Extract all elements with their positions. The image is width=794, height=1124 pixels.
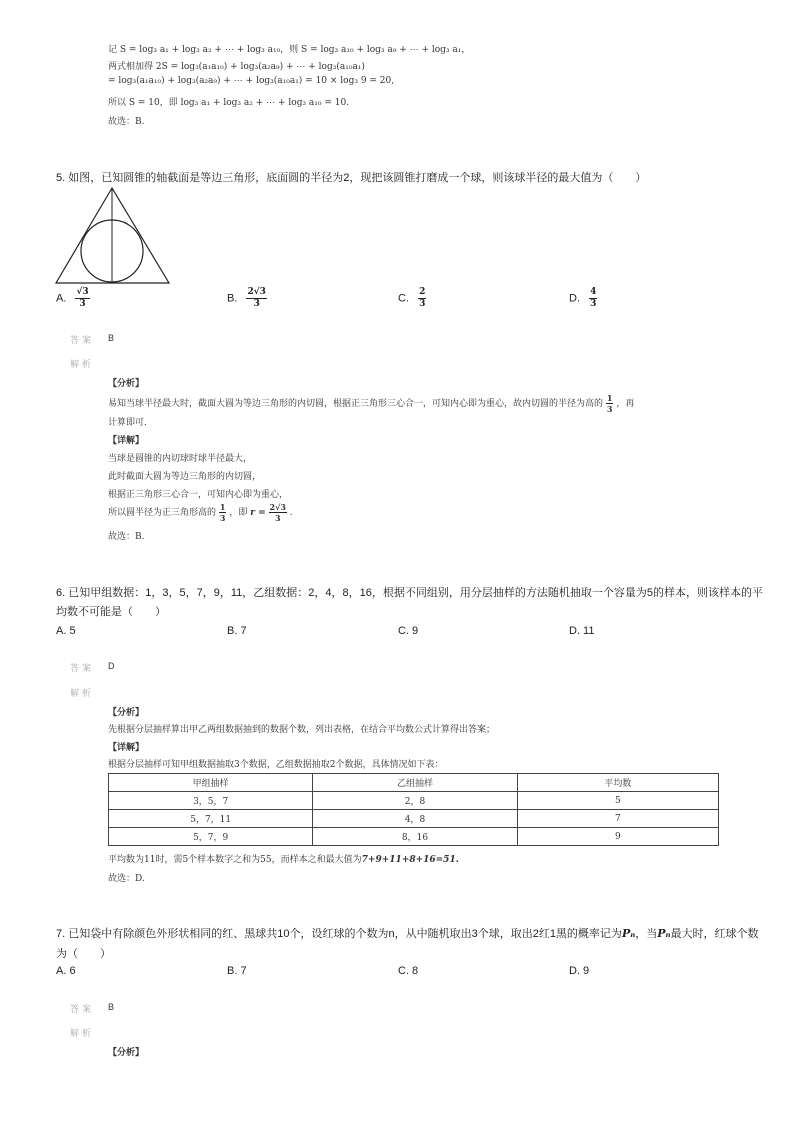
q5-option-b-value (246, 288, 266, 309)
q7-option-d[interactable]: D. 9 (569, 965, 590, 977)
q5-answer-label: 答案 (70, 335, 95, 345)
q5-fenxi-frac-num: 1 (606, 393, 613, 403)
table-cell: 9 (517, 828, 718, 846)
q5-option-d-den: 3 (590, 299, 597, 309)
q5-option-c-value (418, 288, 426, 309)
q5-option-b[interactable] (227, 288, 267, 309)
q5-option-d-value (589, 288, 597, 309)
q5-option-d[interactable] (569, 288, 597, 309)
sol4-line-1: 记 S = log₃ a₁ + log₃ a₂ + ⋯ + log₃ a₁₀，则 S = log₃ a₁₀ + log₃ a₉ + ⋯ + log₃ a₁， (108, 45, 471, 55)
q5-option-b-num: 2√3 (247, 287, 266, 297)
q5-x4-r-den: 3 (274, 513, 281, 523)
q5-xiangjie-title: 【详解】 (108, 436, 145, 446)
q7-stem-pn: Pₙ (621, 927, 636, 940)
q5-fenxi-title: 【分析】 (108, 379, 145, 389)
q7-stem-line-2: 为（ ） (56, 948, 111, 960)
q5-x4-frac-den: 3 (219, 513, 226, 523)
q5-x4-r-num: 2√3 (269, 502, 286, 512)
q6-option-d[interactable]: D. 11 (569, 625, 595, 637)
sol4-line-5: 故选：B. (108, 117, 145, 127)
table-header-cell: 甲组抽样 (109, 774, 313, 792)
table-cell: 4，8 (313, 810, 517, 828)
q5-fenxi-frac-den: 3 (606, 404, 613, 414)
table-header-row (109, 774, 719, 792)
q5-option-b-label: B. (227, 292, 238, 305)
q5-x4-end: . (289, 508, 293, 518)
q6-answer-label: 答案 (70, 663, 95, 673)
table-cell: 7 (517, 810, 718, 828)
q5-option-d-num: 4 (590, 287, 597, 297)
q6-xiangjie-line-3: 故选：D. (108, 874, 145, 884)
table-cell: 5 (517, 792, 718, 810)
q5-xiangjie-line-1: 当球是圆锥的内切球时球半径最大， (108, 454, 253, 464)
q7-fenxi-title: 【分析】 (108, 1048, 145, 1058)
q6-stem-line-2: 均数不可能是（ ） (56, 606, 166, 618)
q6-option-b[interactable]: B. 7 (227, 625, 247, 637)
q6-xiangjie-line-1: 根据分层抽样可知甲组数据抽取3个数据，乙组数据抽取2个数据，具体情况如下表： (108, 760, 444, 770)
q7-option-b[interactable]: B. 7 (227, 965, 247, 977)
table-cell: 5，7，9 (109, 828, 313, 846)
q5-option-a-label: A. (56, 292, 67, 305)
q6-stem-line-1: 6. 已知甲组数据：1，3，5，7，9，11，乙组数据：2，4，8，16，根据不同组别，用分层抽样的方法随机抽取一个容量为5的样本，则该样本的平 (56, 587, 763, 599)
q5-option-a-num: √3 (76, 287, 89, 297)
q5-x4-mid: ，即 (229, 508, 248, 518)
q7-answer-label: 答案 (70, 1004, 95, 1014)
q5-fenxi-line-2: 计算即可. (108, 418, 147, 428)
q6-x2-math: 7+9+11+8+16=51. (361, 855, 459, 865)
table-row (109, 810, 719, 828)
q6-xiangjie-line-2 (108, 852, 459, 865)
q5-stem: 5. 如图，已知圆锥的轴截面是等边三角形，底面圆的半径为2，现把该圆锥打磨成一个球，则该球半径的最大值为（ ） (56, 172, 647, 184)
q5-x4-frac (219, 503, 227, 522)
table-header-cell: 乙组抽样 (313, 774, 517, 792)
q6-x2-pre: 平均数为11时，需5个样本数字之和为55，而样本之和最大值为 (108, 855, 362, 865)
q5-option-a-value (75, 288, 89, 309)
q5-fenxi-text-end: ，再 (616, 399, 635, 409)
q7-stem-pre: 7. 已知袋中有除颜色外形状相同的红、黑球共10个，设红球的个数为n，从中随机取出3个球，取出2红1黑的概率记为 (56, 928, 622, 940)
q7-stem-end: 最大时，红球个数 (670, 928, 759, 940)
q7-analysis-label: 解析 (70, 1028, 95, 1038)
q5-analysis-label: 解析 (70, 359, 95, 369)
q5-option-c-den: 3 (419, 299, 426, 309)
q6-analysis-label: 解析 (70, 688, 95, 698)
q5-option-b-den: 3 (253, 299, 260, 309)
q5-option-d-label: D. (569, 292, 580, 305)
sol4-line-4: 所以 S = 10，即 log₃ a₁ + log₃ a₂ + ⋯ + log₃ a₁₀ = 10. (108, 98, 350, 108)
table-header-cell: 平均数 (517, 774, 718, 792)
table-row (109, 792, 719, 810)
q5-xiangjie-line-3: 根据正三角形三心合一，可知内心即为重心， (108, 490, 289, 500)
table-cell: 8，16 (313, 828, 517, 846)
q5-xiangjie-line-2: 此时截面大圆为等边三角形的内切圆， (108, 472, 262, 482)
q7-stem-pn: Pₙ (657, 927, 671, 940)
q5-fenxi-line-1 (108, 394, 634, 413)
q5-x4-pre: 所以圆半径为正三角形高的 (108, 508, 217, 518)
q5-option-c-num: 2 (419, 287, 426, 297)
q7-option-c[interactable]: C. 8 (398, 965, 419, 977)
q5-fenxi-text: 易知当球半径最大时，截面大圆为等边三角形的内切圆，根据正三角形三心合一，可知内心即为重心，故内切圆的半径为高的 (108, 399, 604, 409)
q5-x4-frac-num: 1 (219, 502, 226, 512)
q7-stem-line-1 (56, 925, 759, 941)
sampling-table (108, 773, 719, 846)
sol4-line-3: = log₃(a₁a₁₀) + log₃(a₂a₉) + ⋯ + log₃(a₁₀a₁) = 10 × log₃ 9 = 20, (108, 76, 395, 86)
q6-option-c[interactable]: C. 9 (398, 625, 419, 637)
q7-option-a[interactable]: A. 6 (56, 965, 76, 977)
q5-x4-r-frac (269, 503, 287, 522)
table-row (109, 828, 719, 846)
q6-fenxi-line-1: 先根据分层抽样算出甲乙两组数据抽到的数据个数，列出表格，在结合平均数公式计算得出答案； (108, 725, 496, 735)
table-cell: 5，7，11 (109, 810, 313, 828)
q5-xiangjie-line-5: 故选：B. (108, 532, 145, 542)
q5-answer-value: B (108, 333, 115, 343)
q6-xiangjie-title: 【详解】 (108, 743, 145, 753)
table-cell: 3，5，7 (109, 792, 313, 810)
q7-answer-value: B (108, 1002, 115, 1012)
q5-xiangjie-line-4 (108, 503, 293, 522)
table-cell: 2，8 (313, 792, 517, 810)
q7-stem-mid: ，当 (635, 928, 658, 940)
q5-option-c[interactable] (398, 288, 426, 309)
q5-fenxi-frac (606, 394, 614, 413)
q5-x4-r: r = (250, 508, 266, 518)
q5-option-a-den: 3 (79, 299, 86, 309)
q5-option-c-label: C. (398, 292, 409, 305)
q6-fenxi-title: 【分析】 (108, 708, 145, 718)
sol4-line-2: 两式相加得 2S = log₃(a₁a₁₀) + log₃(a₂a₉) + ⋯ + log₃(a₁₀a₁) (108, 62, 365, 72)
q6-answer-value: D (108, 661, 115, 671)
q6-option-a[interactable]: A. 5 (56, 625, 76, 637)
cone-cross-section-figure (54, 185, 174, 285)
q5-option-a[interactable] (56, 288, 90, 309)
